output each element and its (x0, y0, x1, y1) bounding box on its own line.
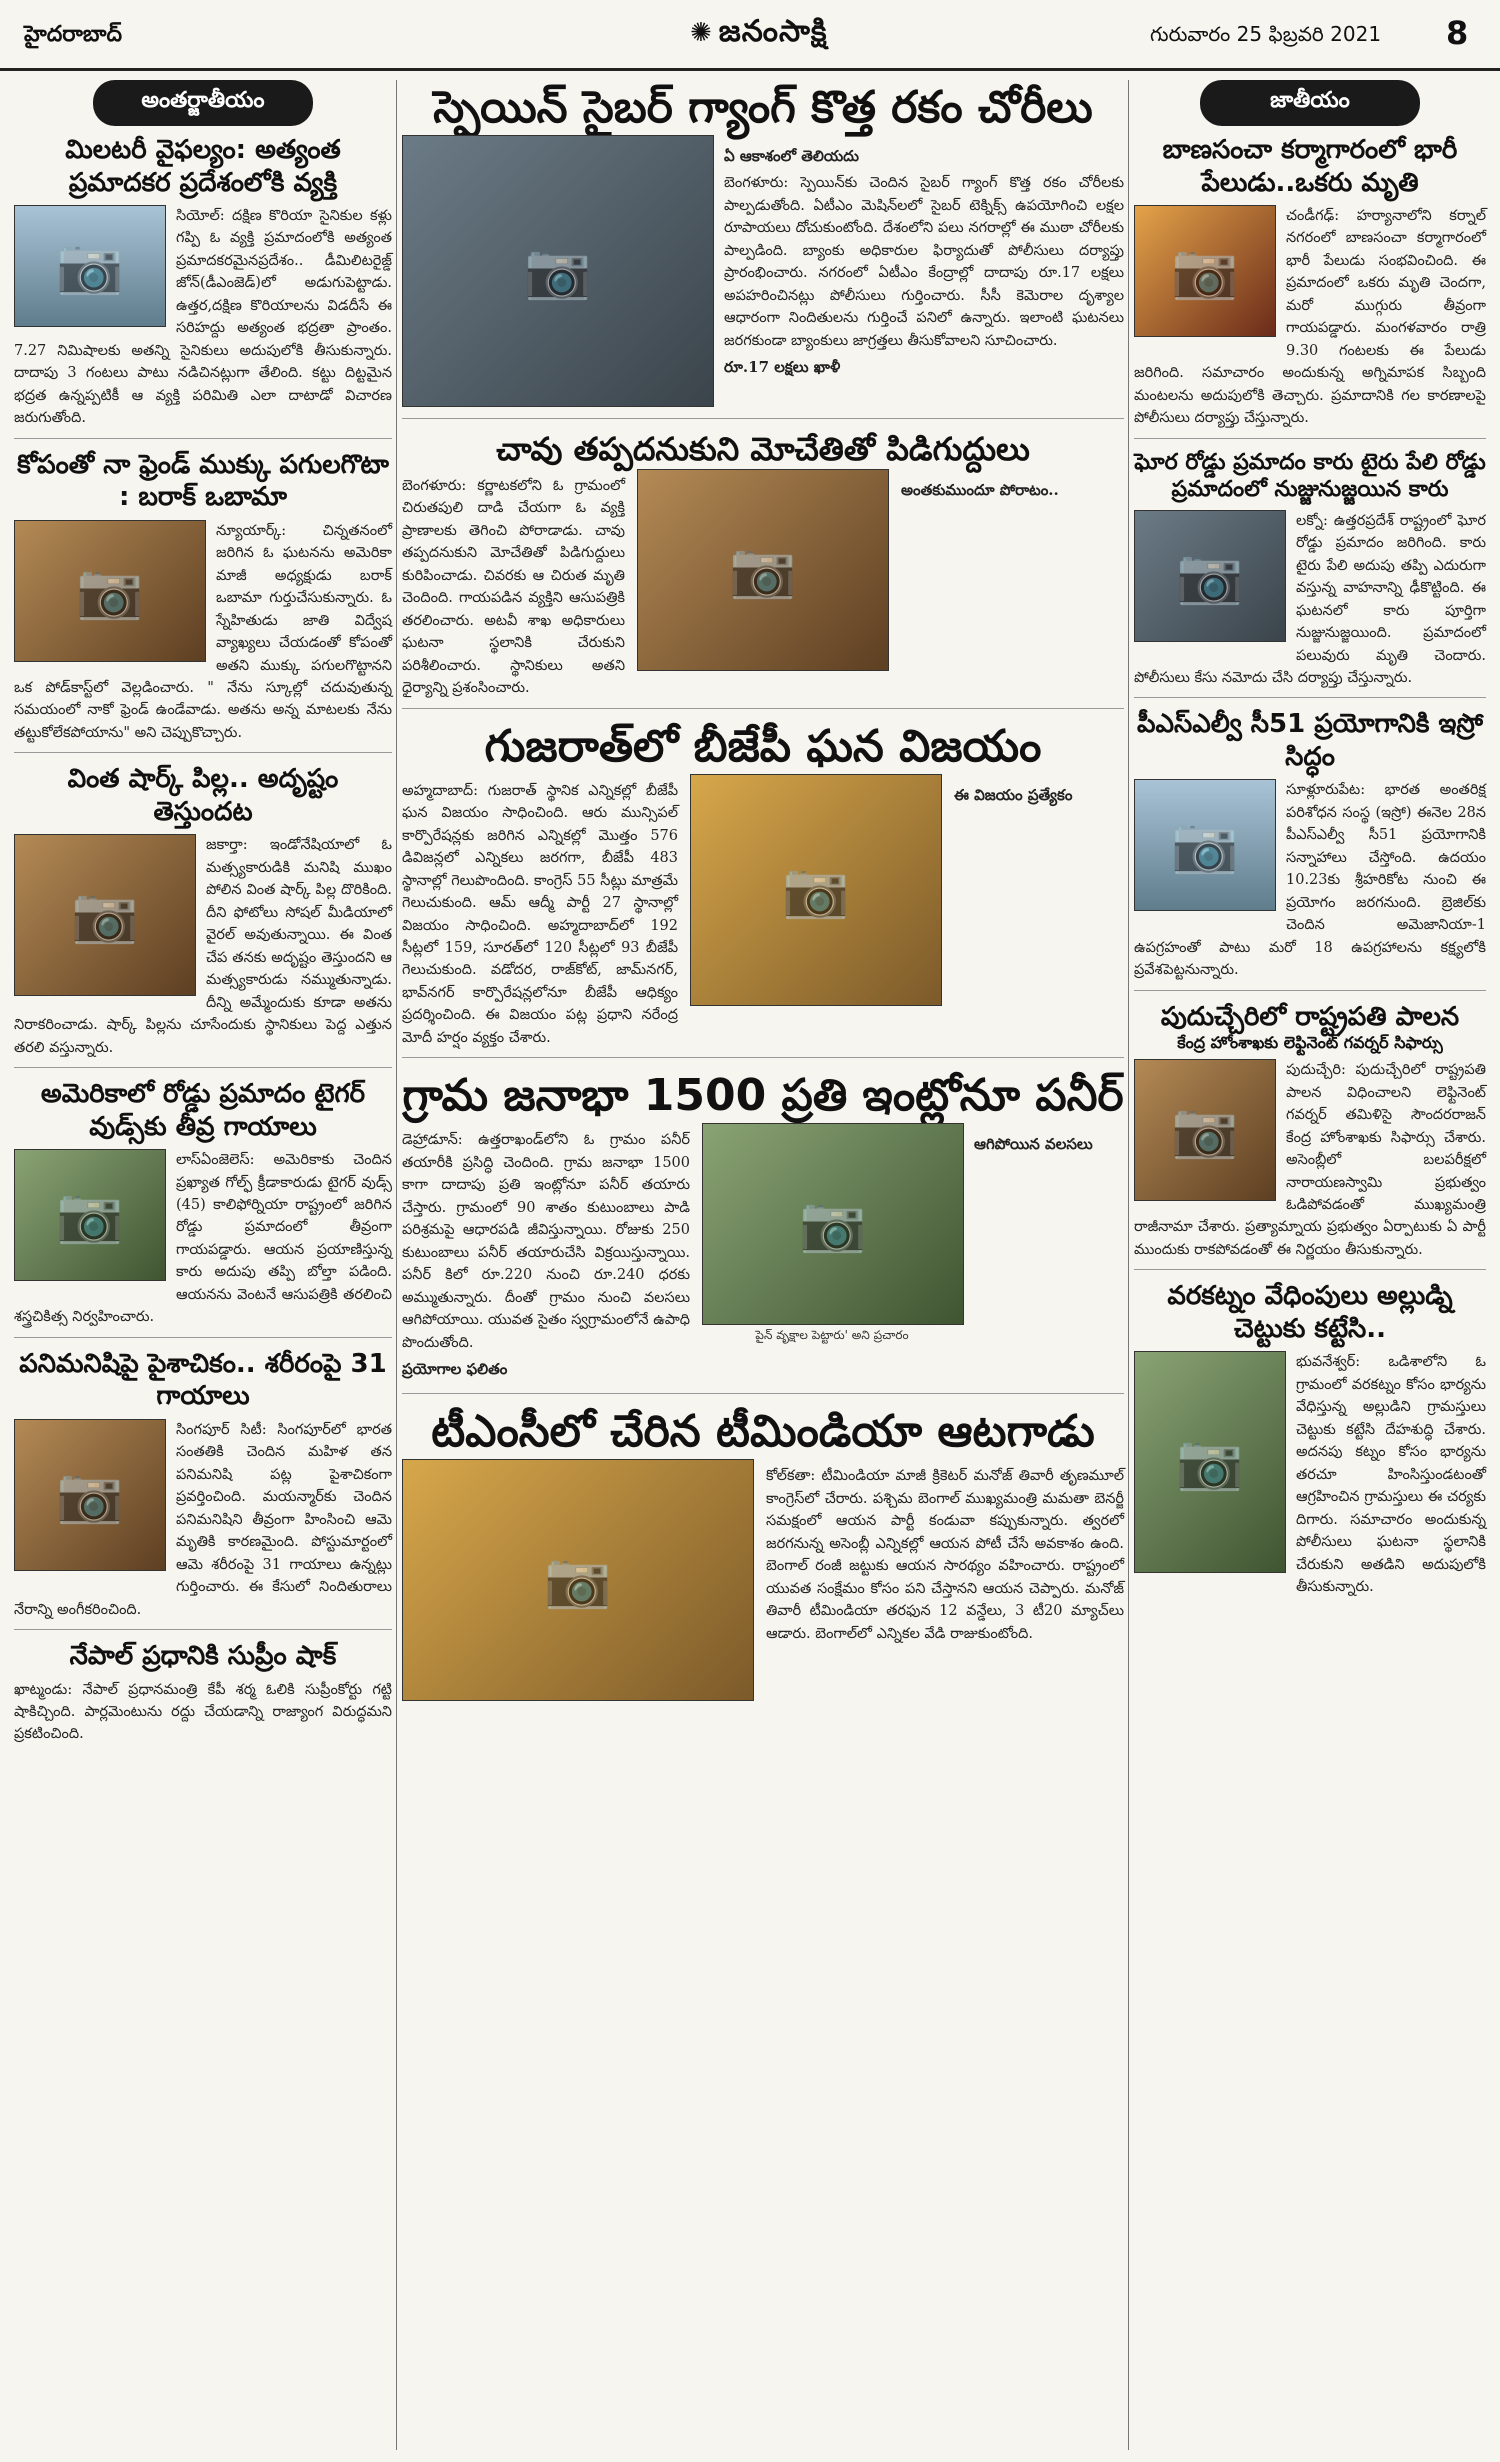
article-body (954, 780, 1124, 1050)
headline: గ్రామ జనాభా 1500 ప్రతి ఇంట్లోనూ పనీర్ (402, 1070, 1124, 1122)
headline: గుజరాత్‌లో బీజేపీ ఘన విజయం (484, 720, 1042, 772)
headline: చావు తప్పదనుకుని మోచేతితో పిడిగుద్దులు (496, 430, 1030, 468)
article-photo (702, 1123, 964, 1325)
headline: ఘోర రోడ్డు ప్రమాదం కారు టైరు పేలి రోడ్డు ప్రమాదంలో నుజ్జునుజ్జయిన కారు (1134, 449, 1486, 503)
article-photo (1134, 779, 1276, 911)
camera-icon: 📷 (729, 538, 797, 601)
article-photo (1134, 510, 1286, 642)
subhead: ఆగిపోయిన వలసలు (974, 1135, 1093, 1154)
article-photo-block (702, 1123, 962, 1385)
article-firecracker-blast[interactable] (1134, 134, 1486, 439)
article-tmc-cricketer[interactable] (402, 1404, 1124, 1709)
camera-icon: 📷 (524, 239, 592, 302)
article-photo (402, 1459, 754, 1701)
subhead: ఏ ఆకాశంలో తెలియదు (724, 147, 859, 165)
article-content (402, 469, 1124, 700)
article-tiger-woods[interactable] (14, 1078, 392, 1338)
camera-icon: 📷 (1176, 543, 1244, 607)
article-content (402, 1123, 1124, 1385)
headline: బాణసంచా కర్మాగారంలో భారీ పేలుడు..ఒకరు మృతి (1162, 135, 1458, 198)
article-photo (402, 135, 714, 407)
article-text: సియోల్: దక్షిణ కొరియా సైనికుల కళ్లు గప్పి ఓ వ్యక్తి ప్రమాదంలోకి అత్యంత ప్రమాదకరమైనప్రదేశం.. డీమిలిటరైజ్డ్ జోన్(డీఎంజెడ్)లో అడుగుపెట్టాడు. ఉత్తర,దక్షిణ కొరియాలను విడదీసే ఈ సరిహద్దు అత్యంత భద్రతా ప్రాంతం. 7.27 నిమిషాలకు అతన్ని సైనికులు అదుపులోకి తీసుకున్నారు. దాదాపు 3 గంటలు పాటు నడిచినట్లుగా తేలింది. కట్టు దిట్టమైన భద్రత ఉన్నప్పటికీ ఆ వ్యక్తి పరిమితి ఎలా దాటాడో విచారణ జరుగుతోంది. (14, 208, 392, 427)
section-tag-national: జాతీయం (1200, 80, 1420, 126)
subheadline: కేంద్ర హోంశాఖకు లెఫ్టినెంట్ గవర్నర్ సిఫార్సు (1177, 1033, 1443, 1053)
camera-icon: 📷 (782, 857, 850, 921)
masthead-city: హైదరాబాద్ (24, 22, 122, 47)
article-text: పుదుచ్చేరి: పుదుచ్చేరిలో రాష్ట్రపతి పాలన విధించాలని లెఫ్టినెంట్ గవర్నర్ తమిళిసై సౌందరరాజన్ కేంద్ర హోంశాఖకు సిఫార్సు చేశారు. అసెంబ్లీలో బలపరీక్షలో నారాయణస్వామి ప్రభుత్వం ఓడిపోవడంతో ముఖ్యమంత్రి రాజీనామా చేశారు. ప్రత్యామ్నాయ ప్రభుత్వం ఏర్పాటుకు ఏ పార్టీ ముందుకు రాకపోవడంతో ఈ నిర్ణయం తీసుకున్నారు. (1134, 1062, 1486, 1258)
right-column (1134, 80, 1486, 1617)
article-text: ఖాట్మండు: నేపాల్ ప్రధానమంత్రి కేపీ శర్మ ఓలికి సుప్రీంకోర్టు గట్టి షాకిచ్చింది. పార్లమెంటును రద్దు చేయడాన్ని రాజ్యాంగ విరుద్ధమని ప్రకటించింది. (14, 1681, 392, 1743)
article-content (402, 774, 1124, 1050)
column-divider (1128, 80, 1129, 2450)
article-photo (14, 834, 196, 996)
article-nepal[interactable] (14, 1640, 392, 1754)
article-content (402, 135, 1124, 410)
logo-text: జనంసాక్షి (718, 14, 828, 49)
article-body (402, 1129, 690, 1385)
article-photo (690, 774, 942, 1006)
article-body (1134, 1351, 1486, 1598)
article-body (14, 205, 392, 430)
headline: నేపాల్ ప్రధానికి సుప్రీం షాక్ (69, 1641, 337, 1672)
article-photo (1134, 1351, 1286, 1573)
headline: అమెరికాలో రోడ్డు ప్రమాదం టైగర్ వుడ్స్‌కు తీవ్ర గాయాలు (40, 1079, 366, 1142)
newspaper-logo (690, 14, 828, 56)
camera-icon: 📷 (544, 1548, 612, 1612)
photo-caption: పైన్ వృక్షాల పెట్టారు' అని ప్రచారం (755, 1328, 909, 1343)
masthead (0, 0, 1500, 71)
subhead: ఈ విజయం ప్రత్యేకం (954, 785, 1073, 804)
camera-icon: 📷 (76, 558, 144, 622)
subhead: రూ.17 లక్షలు ఖాళీ (724, 358, 841, 376)
headline: పుదుచ్చేరిలో రాష్ట్రపతి పాలన (1160, 1001, 1460, 1032)
article-body (14, 1419, 392, 1621)
article-text: డెహ్రాడూన్: ఉత్తరాఖండ్‌లోని ఓ గ్రామం పనీర్ తయారీకి ప్రసిద్ధి చెందింది. గ్రామ జనాభా 1500 కాగా దాదాపు ప్రతి ఇంట్లోనూ పనీర్ తయారు చేస్తారు. గ్రామంలో 90 శాతం కుటుంబాలు పాడి పరిశ్రమపై ఆధారపడి జీవిస్తున్నాయి. రోజుకు 250 కుటుంబాలు పనీర్ తయారుచేసి విక్రయిస్తున్నాయి. పనీర్ కిలో రూ.220 నుంచి రూ.240 ధరకు అమ్ముతున్నారు. దీంతో గ్రామం నుంచి వలసలు ఆగిపోయాయి. యువత సైతం స్వగ్రామంలోనే ఉపాధి పొందుతోంది. (402, 1132, 690, 1351)
article-text: చండీగఢ్: హర్యానాలోని కర్నాల్ నగరంలో బాణసంచా కర్మాగారంలో భారీ పేలుడు సంభవించింది. ఈ ప్రమాదంలో ఒకరు మృతి చెందగా, మరో ముగ్గురు తీవ్రంగా గాయపడ్డారు. మంగళవారం రాత్రి 9.30 గంటలకు ఈ పేలుడు జరిగింది. సమాచారం అందుకున్న అగ్నిమాపక సిబ్బంది మంటలను అదుపులోకి తెచ్చారు. ప్రమాదానికి గల కారణాలపై పోలీసులు దర్యాప్తు చేస్తున్నారు. (1134, 208, 1486, 427)
article-isro-pslv[interactable] (1134, 708, 1486, 990)
middle-column (402, 80, 1124, 1719)
article-obama[interactable] (14, 449, 392, 754)
article-body (724, 141, 1124, 410)
article-content (402, 1459, 1124, 1701)
article-dowry[interactable] (1134, 1280, 1486, 1606)
section-tag-international: అంతర్జాతీయం (93, 80, 313, 126)
article-text: బెంగళూరు: స్పెయిన్‌కు చెందిన సైబర్ గ్యాంగ్ కొత్త రకం చోరీలకు పాల్పడుతోంది. ఏటీఎం మెషిన్‌లలో సైబర్ టెక్నిక్స్ ఉపయోగించి లక్షల రూపాయలు దోచుకుంటోంది. దేశంలోని పలు నగరాల్లో ఈ ముఠా చోరీలకు పాల్పడింది. బ్యాంకు అధికారుల ఫిర్యాదుతో పోలీసులు దర్యాప్తు ప్రారంభించారు. నగరంలో ఏటీఎం కేంద్రాల్లో దాదాపు రూ.17 లక్షలు అపహరించినట్లు పోలీసులు గుర్తించారు. సీసీ కెమెరాల దృశ్యాల ఆధారంగా నిందితులను గుర్తించే పనిలో ఉన్నారు. ఇలాంటి ఘటనలు జరగకుండా బ్యాంకులు జాగ్రత్తలు తీసుకోవాలని సూచించారు. (724, 175, 1124, 349)
article-text: లక్నో: ఉత్తరప్రదేశ్ రాష్ట్రంలో ఘోర రోడ్డు ప్రమాదం జరిగింది. కారు టైరు పేలి అదుపు తప్పి ఎదురుగా వస్తున్న వాహనాన్ని ఢీకొట్టింది. ఈ ఘటనలో కారు పూర్తిగా నుజ్జునుజ్జయింది. ప్రమాదంలో పలువురు మృతి చెందారు. పోలీసులు కేసు నమోదు చేసి దర్యాప్తు చేస్తున్నారు. (1134, 512, 1486, 686)
headline: కోపంతో నా ఫ్రెండ్ ముక్కు పగులగొటా : బరాక్ ఒబామా (17, 449, 389, 513)
article-paneer-village[interactable] (402, 1068, 1124, 1394)
page-number: 8 (1446, 14, 1469, 52)
headline: వింత షార్క్ పిల్ల.. అదృష్టం తెస్తుందట (67, 764, 339, 827)
article-photo (14, 1149, 166, 1281)
article-spain-cyber-gang[interactable] (402, 80, 1124, 419)
camera-icon: 📷 (1171, 813, 1239, 877)
camera-icon: 📷 (56, 1183, 124, 1247)
camera-icon: 📷 (56, 1462, 124, 1526)
article-body (901, 475, 1124, 700)
camera-icon: 📷 (1176, 1430, 1244, 1494)
article-text: కోల్‌కతా: టీమిండియా మాజీ క్రికెటర్ మనోజ్ తివారీ తృణమూల్ కాంగ్రెస్‌లో చేరారు. పశ్చిమ బెంగాల్ ముఖ్యమంత్రి మమతా బెనర్జీ సమక్షంలో ఆయన పార్టీ కండువా కప్పుకున్నారు. త్వరలో జరగనున్న అసెంబ్లీ ఎన్నికల్లో ఆయన పోటీ చేసే అవకాశం ఉంది. బెంగాల్ రంజీ జట్టుకు ఆయన సారథ్యం వహించారు. రాష్ట్రంలో యువత సంక్షేమం కోసం పని చేస్తానని ఆయన చెప్పారు. మనోజ్ తివారీ టీమిండియా తరఫున 12 వన్డేలు, 3 టీ20 మ్యాచ్‌లు ఆడారు. బెంగాల్‌లో ఎన్నికల వేడి రాజుకుంటోంది. (766, 1468, 1124, 1642)
article-leopard-fight[interactable] (402, 429, 1124, 709)
article-text: సూళ్లూరుపేట: భారత అంతరిక్ష పరిశోధన సంస్థ (ఇస్రో) ఈనెల 28న పీఎస్ఎల్వీ సీ51 ప్రయోగానికి సన్నాహాలు చేస్తోంది. ఉదయం 10.23కు శ్రీహరికోట నుంచి ఈ ప్రయోగం జరగనుంది. బ్రెజిల్‌కు చెందిన అమెజానియా-1 ఉపగ్రహంతో పాటు మరో 18 ఉపగ్రహాలను కక్ష్యలోకి ప్రవేశపెట్టనున్నారు. (1134, 782, 1486, 979)
camera-icon: 📷 (71, 883, 139, 947)
article-photo (1134, 1059, 1276, 1201)
article-text: సింగపూర్ సిటీ: సింగపూర్‌లో భారత సంతతికి చెందిన మహిళ తన పనిమనిషి పట్ల పైశాచికంగా ప్రవర్తించింది. మయన్మార్‌కు చెందిన పనిమనిషిని తీవ్రంగా హింసించి ఆమె మృతికి కారణమైంది. పోస్టుమార్టంలో ఆమె శరీరంపై 31 గాయాలు ఉన్నట్లు గుర్తించారు. ఈ కేసులో నిందితురాలు నేరాన్ని అంగీకరించింది. (14, 1421, 392, 1618)
article-car-accident[interactable] (1134, 449, 1486, 699)
camera-icon: 📷 (799, 1192, 867, 1256)
article-body (14, 520, 392, 745)
article-body (14, 834, 392, 1059)
article-gujarat-bjp[interactable] (402, 719, 1124, 1059)
headline: పీఎస్ఎల్వీ సీ51 ప్రయోగానికి ఇస్రో సిద్ధం (1137, 709, 1483, 772)
headline: టీఎంసీలో చేరిన టీమిండియా ఆటగాడు (431, 1406, 1095, 1458)
article-photo (14, 520, 206, 662)
article-photo (637, 469, 889, 671)
article-body (1134, 1059, 1486, 1261)
article-text: భువనేశ్వర్: ఒడిశాలోని ఓ గ్రామంలో వరకట్నం కోసం భార్యను వేధిస్తున్న అల్లుడిని గ్రామస్తులు చెట్టుకు కట్టేసి దేహశుద్ధి చేశారు. అదనపు కట్నం కోసం భార్యను తరచూ హింసిస్తుండటంతో ఆగ్రహించిన గ్రామస్తులు ఈ చర్యకు దిగారు. సమాచారం అందుకున్న పోలీసులు ఘటనా స్థలానికి చేరుకుని అతడిని అదుపులోకి తీసుకున్నారు. (1296, 1354, 1486, 1596)
sun-rays-icon: ✺ (690, 18, 713, 48)
article-military-failure[interactable] (14, 134, 392, 439)
camera-icon: 📷 (1171, 239, 1239, 303)
left-column (14, 80, 392, 1764)
camera-icon: 📷 (56, 234, 124, 298)
article-text: జకార్తా: ఇండోనేషియాలో ఓ మత్స్యకారుడికి మనిషి ముఖం పోలిన వింత షార్క్ పిల్ల దొరికింది. దీని ఫోటోలు సోషల్ మీడియాలో వైరల్ అవుతున్నాయి. ఈ వింత చేప తనకు అదృష్టం తెస్తుందని ఆ మత్స్యకారుడు నమ్ముతున్నాడు. దీన్ని అమ్మేందుకు కూడా అతను నిరాకరించాడు. షార్క్ పిల్లను చూసేందుకు స్థానికులు పెద్ద ఎత్తున తరలి వస్తున్నారు. (14, 837, 392, 1056)
headline: మిలటరీ వైఫల్యం: అత్యంత ప్రమాదకర ప్రదేశంలోకి వ్యక్తి (65, 135, 341, 198)
headline: స్పెయిన్ సైబర్ గ్యాంగ్ కొత్త రకం చోరీలు (433, 82, 1093, 133)
article-shark[interactable] (14, 763, 392, 1068)
article-text: బెంగళూరు: కర్ణాటకలోని ఓ గ్రామంలో చిరుతపులి దాడి చేయగా ఓ వ్యక్తి ప్రాణాలకు తెగించి పోరాడాడు. చావు తప్పదనుకుని మోచేతితో పిడిగుద్దులు కురిపించాడు. చివరకు ఆ చిరుత మృతి చెందింది. గాయపడిన వ్యక్తిని ఆసుపత్రికి తరలించారు. అటవీ శాఖ అధికారులు ఘటనా స్థలానికి చేరుకుని పరిశీలించారు. స్థానికులు అతని ధైర్యాన్ని ప్రశంసించారు. (402, 478, 625, 697)
article-maid-abuse[interactable] (14, 1348, 392, 1630)
article-body (14, 1149, 392, 1329)
article-puducherry[interactable] (1134, 1001, 1486, 1271)
article-body (974, 1129, 1124, 1385)
article-photo-block (402, 135, 712, 410)
article-text: లాస్ఏంజెలెస్: అమెరికాకు చెందిన ప్రఖ్యాత గోల్ఫ్ క్రీడాకారుడు టైగర్ వుడ్స్ (45) కాలిఫోర్నియా రాష్ట్రంలో జరిగిన రోడ్డు ప్రమాదంలో తీవ్రంగా గాయపడ్డారు. ఆయన ప్రయాణిస్తున్న కారు అదుపు తప్పి బోల్తా పడింది. ఆయనను వెంటనే ఆసుపత్రికి తరలించి శస్త్రచికిత్స నిర్వహించారు. (14, 1152, 392, 1326)
article-photo (14, 205, 166, 327)
article-body (1134, 205, 1486, 430)
subhead: ప్రయోగాల ఫలితం (402, 1360, 508, 1378)
article-body (1134, 510, 1486, 690)
masthead-date: గురువారం 25 ఫిబ్రవరి 2021 (1150, 22, 1382, 46)
article-body (1134, 779, 1486, 981)
headline: వరకట్నం వేధింపులు అల్లుడ్ని చెట్టుకు కట్టేసి.. (1167, 1281, 1453, 1344)
column-divider (396, 80, 397, 2450)
article-text: అహ్మదాబాద్: గుజరాత్ స్థానిక ఎన్నికల్లో బీజేపీ ఘన విజయం సాధించింది. ఆరు మున్సిపల్ కార్పొరేషన్లకు జరిగిన ఎన్నికల్లో మొత్తం 576 డివిజన్లలో ఎన్నికలు జరగగా, బీజేపీ 483 స్థానాల్లో గెలుపొందింది. కాంగ్రెస్ 55 సీట్లు మాత్రమే గెలుచుకుంది. ఆమ్ ఆద్మీ పార్టీ 27 స్థానాల్లో విజయం సాధించింది. అహ్మదాబాద్‌లో 192 సీట్లలో 159, సూరత్‌లో 120 సీట్లలో 93 బీజేపీ గెలుచుకుంది. వడోదర, రాజ్‌కోట్, జామ్‌నగర్, భావ్‌నగర్ కార్పొరేషన్లలోనూ బీజేపీ ఆధిక్యం ప్రదర్శించింది. ఈ విజయం పట్ల ప్రధాని నరేంద్ర మోదీ హర్షం వ్యక్తం చేశారు. (402, 782, 678, 1046)
subhead: అంతకుముందూ పోరాటం.. (901, 481, 1059, 499)
camera-icon: 📷 (1171, 1098, 1239, 1162)
article-photo (14, 1419, 166, 1571)
article-text: న్యూయార్క్: చిన్నతనంలో జరిగిన ఓ ఘటనను అమెరికా మాజీ అధ్యక్షుడు బరాక్ ఒబామా గుర్తుచేసుకున్నారు. ఓ స్నేహితుడు జాతి విద్వేష వ్యాఖ్యలు చేయడంతో కోపంతో అతని ముక్కు పగులగొట్టానని ఒక పోడ్‌కాస్ట్‌లో వెల్లడించారు. " నేను స్కూల్లో చదువుతున్న సమయంలో నాకో ఫ్రెండ్ ఉండేవాడు. అతను అన్న మాటలకు నేను తట్టుకోలేకపోయాను" అని చెప్పుకొచ్చారు. (14, 522, 392, 741)
headline: పనిమనిషిపై పైశాచికం.. శరీరంపై 31 గాయాలు (19, 1348, 387, 1412)
article-photo (1134, 205, 1276, 337)
